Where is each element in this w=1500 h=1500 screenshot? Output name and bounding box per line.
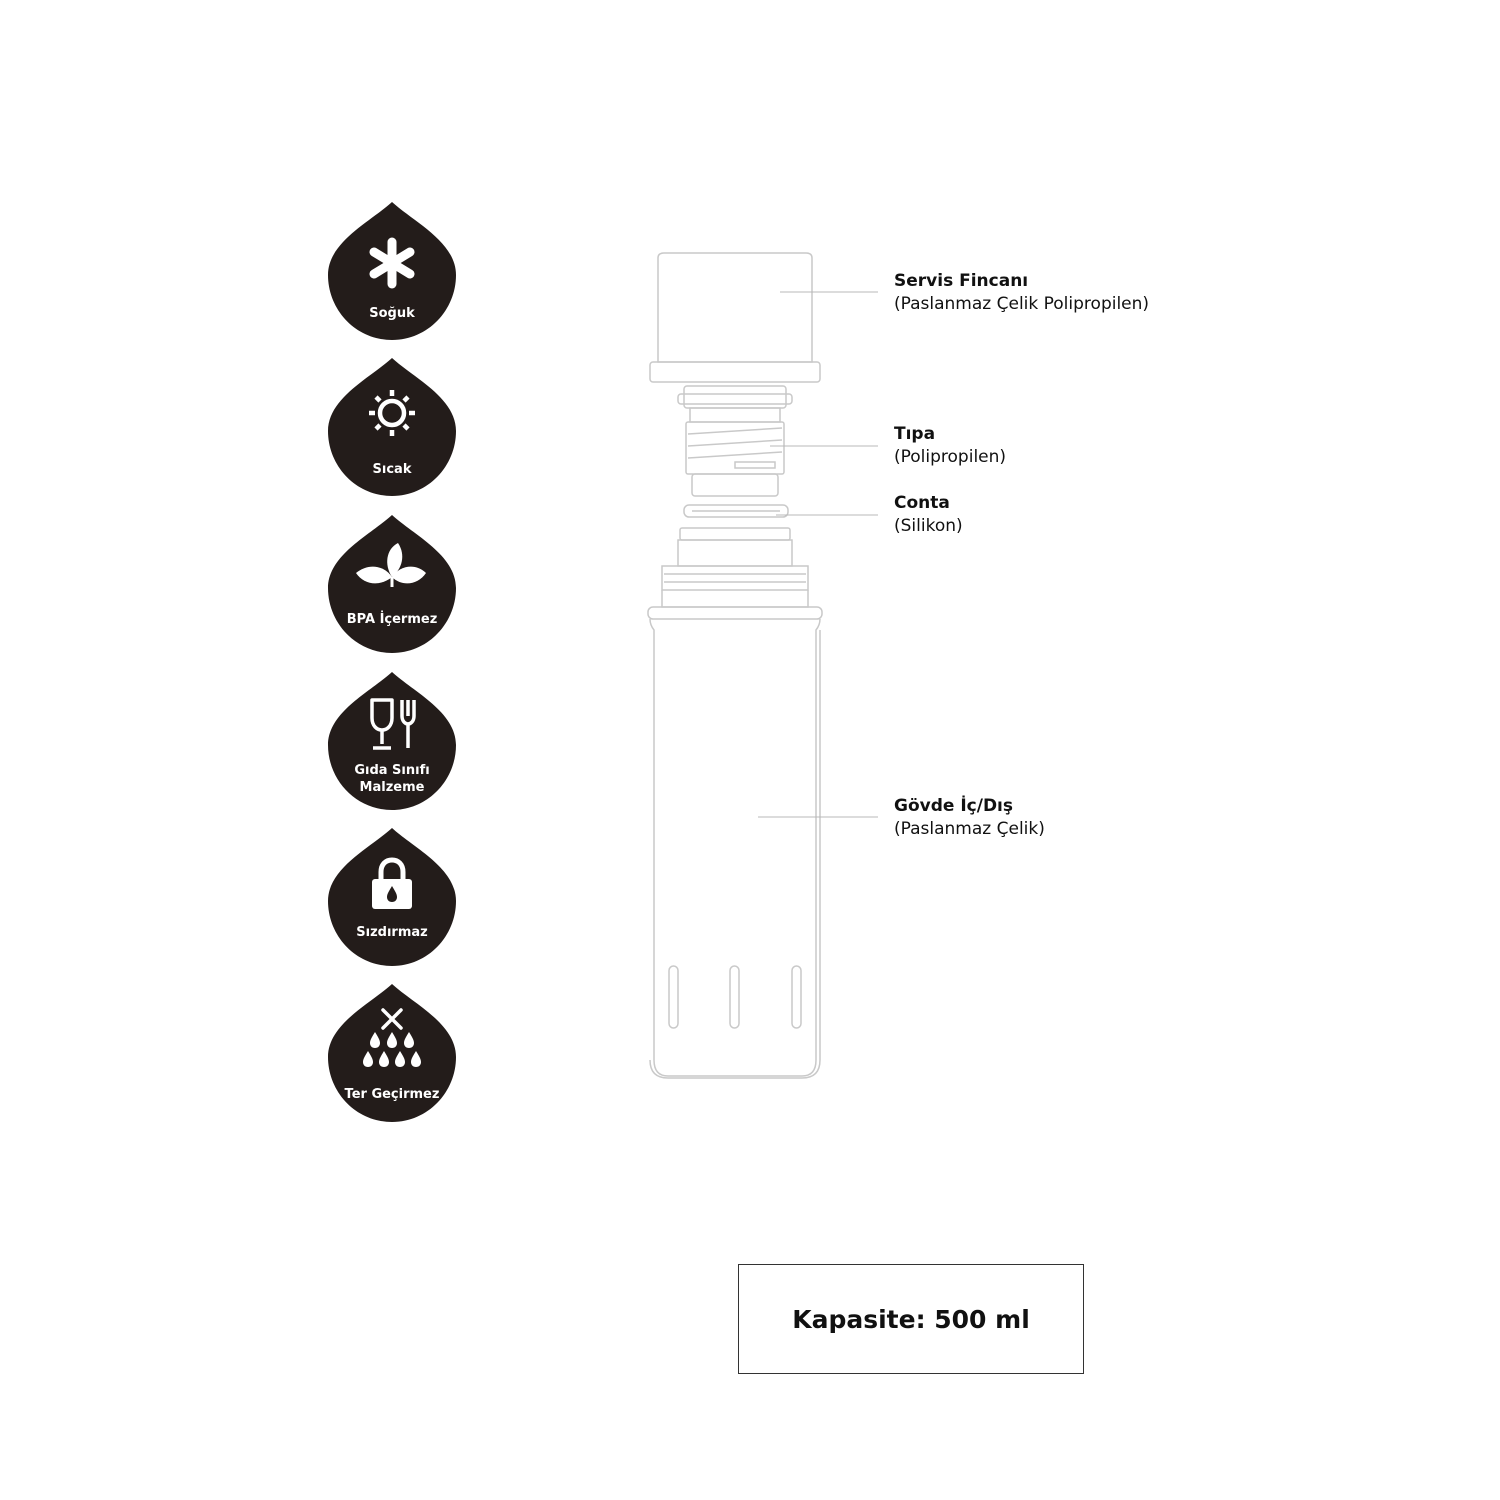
feature-badge-bpa-free (322, 513, 462, 658)
feature-badge-food-grade (322, 670, 462, 815)
part-name: Gövde İç/Dış (894, 796, 1013, 816)
no-drops-icon (322, 982, 462, 1127)
sun-icon (322, 356, 462, 501)
serving-cup-part (650, 253, 820, 382)
part-material: (Silikon) (894, 516, 963, 536)
part-material: (Paslanmaz Çelik Polipropilen) (894, 294, 1150, 314)
callout-body (894, 795, 1045, 841)
feature-label: Sıcak (372, 462, 412, 477)
feature-badge-leakproof (322, 826, 462, 971)
capacity-label: Kapasite: 500 ml (792, 1304, 1030, 1334)
feature-label: Sızdırmaz (356, 925, 428, 940)
callout-gasket (894, 492, 963, 538)
bottle-exploded-diagram (600, 230, 880, 1090)
body-part (650, 619, 820, 1078)
part-material: (Polipropilen) (894, 447, 1007, 467)
capacity-box (738, 1264, 1084, 1374)
body-neck (648, 528, 822, 619)
callout-serving-cup (894, 270, 1149, 316)
feature-badge-hot (322, 356, 462, 501)
stopper-part (678, 386, 792, 496)
part-name: Servis Fincanı (894, 271, 1029, 291)
part-name: Tıpa (894, 424, 936, 444)
feature-label: Gıda Sınıfı Malzeme (354, 763, 430, 795)
feature-label: Soğuk (369, 306, 415, 321)
feature-badge-sweatproof (322, 982, 462, 1127)
part-name: Conta (894, 493, 950, 513)
lock-drop-icon (322, 826, 462, 971)
leaves-icon (322, 513, 462, 658)
feature-label: Ter Geçirmez (344, 1087, 440, 1102)
feature-label: BPA İçermez (346, 612, 438, 627)
part-material: (Paslanmaz Çelik) (894, 819, 1045, 839)
gasket-part (684, 505, 788, 517)
snowflake-icon (322, 200, 462, 345)
feature-badge-cold (322, 200, 462, 345)
callout-stopper (894, 423, 1006, 469)
